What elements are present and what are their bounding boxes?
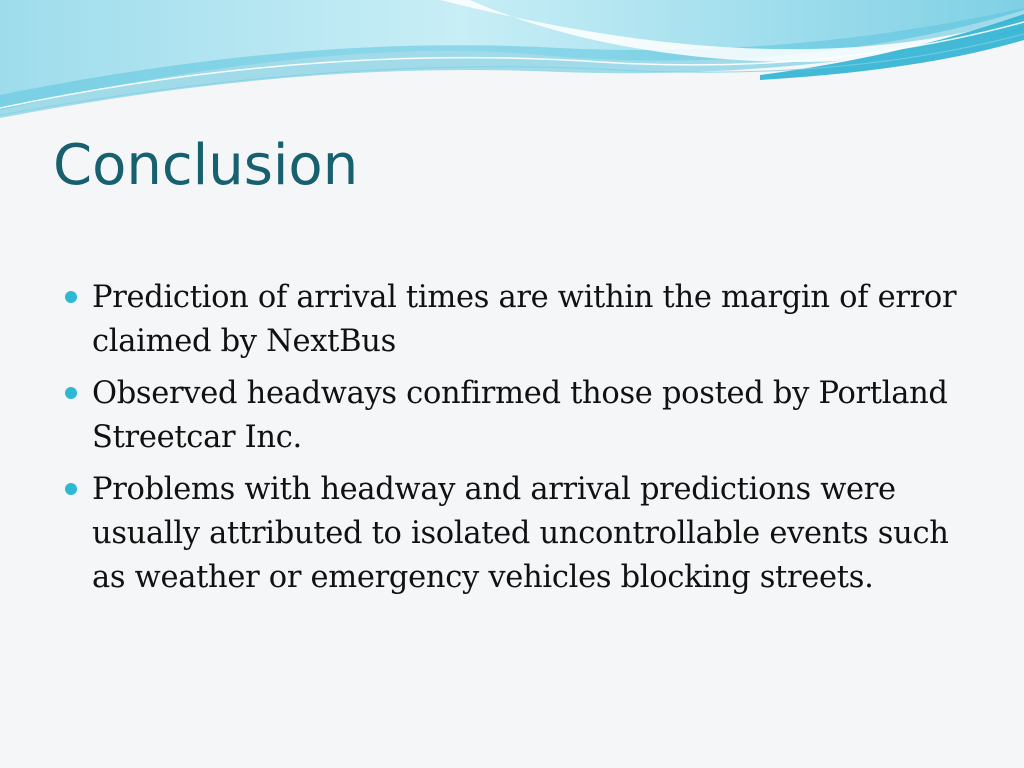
bullet-item [92, 468, 972, 600]
bullet-text: Problems with headway and arrival predictions were usually attributed to isolated uncontrollable events such as weather or emergency vehicles blocking streets. [92, 472, 949, 595]
header-wave-decoration [0, 0, 1024, 130]
bullet-item [92, 276, 972, 364]
bullet-item [92, 372, 972, 460]
bullet-text: Observed headways confirmed those posted by Portland Streetcar Inc. [92, 376, 948, 455]
bullet-text: Prediction of arrival times are within the margin of error claimed by NextBus [92, 280, 957, 359]
bullet-list [92, 276, 972, 608]
bullet-dot-icon [65, 291, 77, 303]
bullet-dot-icon [65, 483, 77, 495]
slide-title: Conclusion [53, 133, 359, 198]
bullet-dot-icon [65, 387, 77, 399]
